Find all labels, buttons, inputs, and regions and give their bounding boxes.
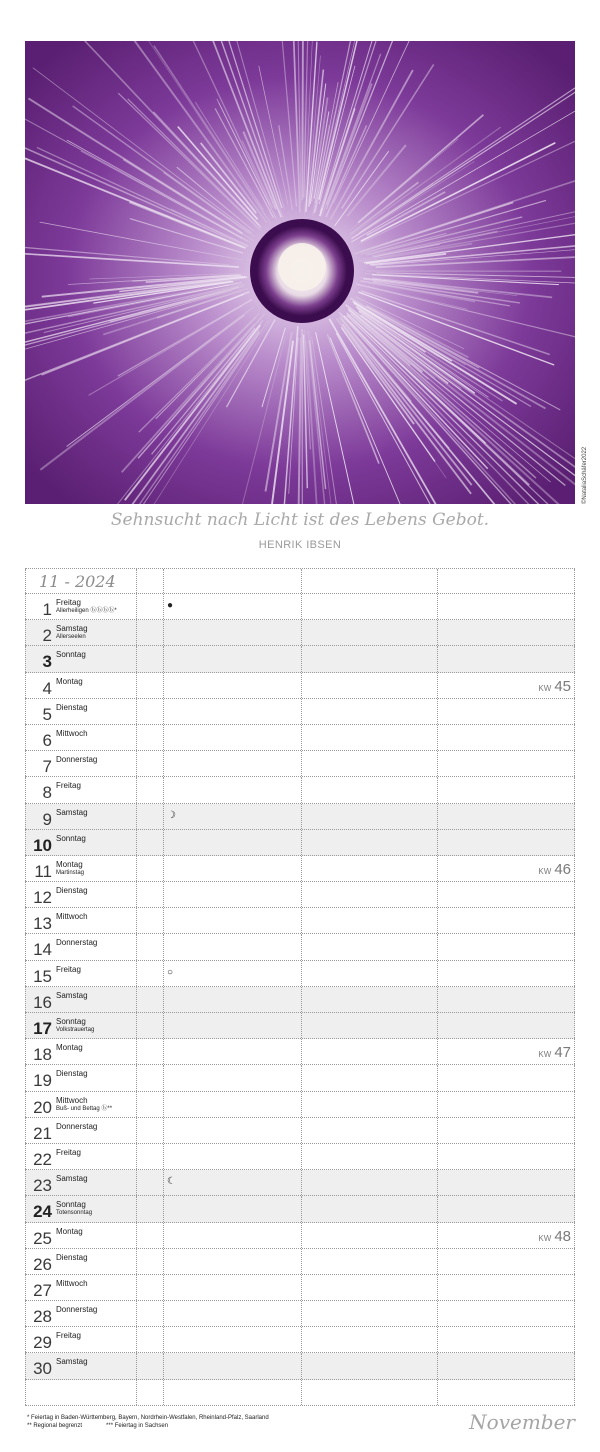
moon-phase-icon: ☾ [167,1176,176,1188]
day-name [56,860,84,877]
day-number: 30 [33,1359,52,1379]
holiday-label: Totensonntag [56,1210,93,1217]
day-number: 16 [33,992,52,1012]
calendar-week [538,862,571,880]
day-name [56,991,88,1000]
calendar-week [538,1045,571,1063]
day-number: 22 [33,1149,52,1169]
weekday-label: Samstag [56,1174,88,1184]
kw-number: 47 [554,1044,571,1062]
day-name [56,886,88,895]
day-number: 20 [33,1097,52,1117]
day-number: 2 [42,626,52,646]
calendar-day-row [25,673,575,699]
day-name [56,1148,81,1157]
day-name [56,938,97,947]
weekday-label: Freitag [56,1147,81,1157]
purple-burst-image [25,41,575,504]
kw-label: KW [538,1233,552,1243]
calendar-grid [25,568,575,1406]
day-number: 26 [33,1254,52,1274]
calendar-day-row [25,1196,575,1222]
calendar-day-row [25,594,575,620]
calendar-day-row [25,1118,575,1144]
weekday-label: Donnerstag [56,1121,98,1131]
weekday-label: Montag [56,859,83,869]
light-ray [302,41,303,200]
calendar-day-row [25,1065,575,1091]
weekday-label: Donnerstag [56,755,98,765]
day-number: 4 [42,678,52,698]
weekday-label: Montag [56,676,83,686]
day-name [56,808,88,817]
holiday-label: Buß- und Bettag ⓑ** [56,1105,113,1112]
moon-phase-icon: ● [167,600,174,611]
day-name [56,1279,88,1288]
day-name [56,650,86,659]
day-number: 11 [34,861,52,881]
weekday-label: Samstag [56,990,88,1000]
calendar-day-row [25,882,575,908]
weekday-label: Sonntag [56,1017,86,1026]
day-name [56,755,97,764]
day-number: 15 [33,966,52,986]
day-name [56,1253,88,1262]
day-number: 21 [33,1123,52,1143]
day-number: 1 [42,600,52,619]
calendar-day-row [25,1223,575,1249]
calendar-day-row [25,1039,575,1065]
footnote-1: * Feiertag in Baden-Württemberg, Bayern, Nordrhein-Westfalen, Rheinland-Pfalz, Saarland [27,1415,269,1421]
holiday-label: Volkstrauertag [56,1027,95,1033]
footnotes [27,1414,269,1430]
quote-text: Sehnsucht nach Licht ist des Lebens Gebot. [110,510,490,530]
weekday-label: Dienstag [56,702,88,712]
day-name [56,834,86,843]
calendar-day-row [25,856,575,882]
day-name [56,781,81,790]
weekday-label: Donnerstag [56,1305,98,1315]
day-name [56,1227,83,1236]
day-number: 19 [33,1071,52,1091]
weekday-label: Donnerstag [56,938,98,948]
calendar-day-row [25,934,575,960]
moon-phase-icon: ☽ [167,809,176,821]
weekday-label: Mittwoch [56,912,88,922]
day-name [56,1017,94,1034]
footnote-3: *** Feiertag in Sachsen [106,1423,169,1429]
day-number: 10 [33,835,52,855]
kw-number: 45 [554,677,571,695]
footnote-2: ** Regional begrenzt [27,1423,83,1429]
day-number: 23 [33,1176,52,1196]
weekday-label: Dienstag [56,1252,88,1262]
calendar-header-row [25,568,575,594]
day-name [56,598,117,615]
weekday-label: Montag [56,1043,83,1053]
calendar-day-row [25,751,575,777]
day-name [56,965,81,974]
calendar-day-row [25,1275,575,1301]
weekday-label: Freitag [56,781,81,791]
day-number: 17 [33,1019,52,1038]
kw-label: KW [538,1050,552,1060]
day-name [56,729,88,738]
calendar-day-row [25,987,575,1013]
day-number: 3 [42,652,52,672]
weekday-label: Mittwoch [56,1278,88,1288]
calendar-empty-row [25,1380,575,1406]
day-number: 24 [33,1202,52,1222]
month-name: November [469,1410,575,1434]
weekday-label: Montag [56,1226,83,1236]
day-name [56,1069,88,1078]
weekday-label: Sonntag [56,650,86,660]
day-number: 28 [33,1307,52,1327]
day-number: 14 [33,940,52,960]
day-name [56,1096,112,1113]
kw-number: 48 [554,1227,571,1245]
calendar-day-row [25,1170,575,1196]
calendar-week [538,1229,571,1247]
day-number: 5 [42,704,52,724]
day-number: 29 [33,1333,52,1353]
calendar-day-row [25,699,575,725]
weekday-label: Samstag [56,624,88,634]
kw-label: KW [538,683,552,693]
weekday-label: Mittwoch [56,728,88,738]
calendar-day-row [25,1301,575,1327]
day-number: 18 [33,1045,52,1065]
day-name [56,677,83,686]
calendar-day-row [25,1353,575,1379]
weekday-label: Sonntag [56,833,86,843]
calendar-day-row [25,961,575,987]
day-name [56,1200,92,1217]
kw-label: KW [538,866,552,876]
calendar-day-row [25,1249,575,1275]
moon-phase-icon: ○ [167,966,174,978]
holiday-label: Martinstag [56,869,85,876]
calendar-day-row [25,725,575,751]
day-number: 7 [42,757,52,777]
day-name [56,1357,88,1366]
kw-number: 46 [554,860,571,878]
weekday-label: Freitag [56,598,81,607]
day-name [56,703,88,712]
calendar-day-row [25,830,575,856]
month-code: 11 - 2024 [39,572,116,591]
day-name [56,1331,81,1340]
calendar-week [538,679,571,697]
day-name [56,1043,83,1052]
weekday-label: Sonntag [56,1200,86,1210]
calendar-day-row [25,777,575,803]
holiday-label: Allerseelen [56,634,86,641]
weekday-label: Freitag [56,1331,81,1341]
day-number: 27 [33,1280,52,1300]
day-name [56,912,88,921]
weekday-label: Samstag [56,1357,88,1367]
photo-credit: ©NataliaSchäfer2022 [582,446,588,504]
weekday-label: Freitag [56,964,81,974]
calendar-day-row [25,1013,575,1039]
calendar-day-row [25,804,575,830]
calendar-day-row [25,620,575,646]
calendar-day-row [25,646,575,672]
quote-author: HENRIK IBSEN [258,539,342,551]
day-name [56,1305,97,1314]
calendar-day-row [25,1144,575,1170]
day-number: 6 [42,730,52,750]
day-number: 9 [42,809,52,829]
calendar-day-row [25,908,575,934]
day-number: 13 [33,914,52,934]
day-name [56,1174,88,1183]
day-number: 12 [33,888,52,908]
day-number: 8 [42,783,52,803]
weekday-label: Samstag [56,807,88,817]
weekday-label: Dienstag [56,886,88,896]
day-name [56,624,88,641]
holiday-label: Allerheiligen ⓑⓑⓑⓑ* [56,608,117,614]
day-number: 25 [33,1228,52,1248]
day-name [56,1122,97,1131]
calendar-photo [25,41,575,504]
calendar-day-row [25,1092,575,1118]
weekday-label: Dienstag [56,1069,88,1079]
calendar-day-row [25,1327,575,1353]
weekday-label: Mittwoch [56,1095,88,1105]
